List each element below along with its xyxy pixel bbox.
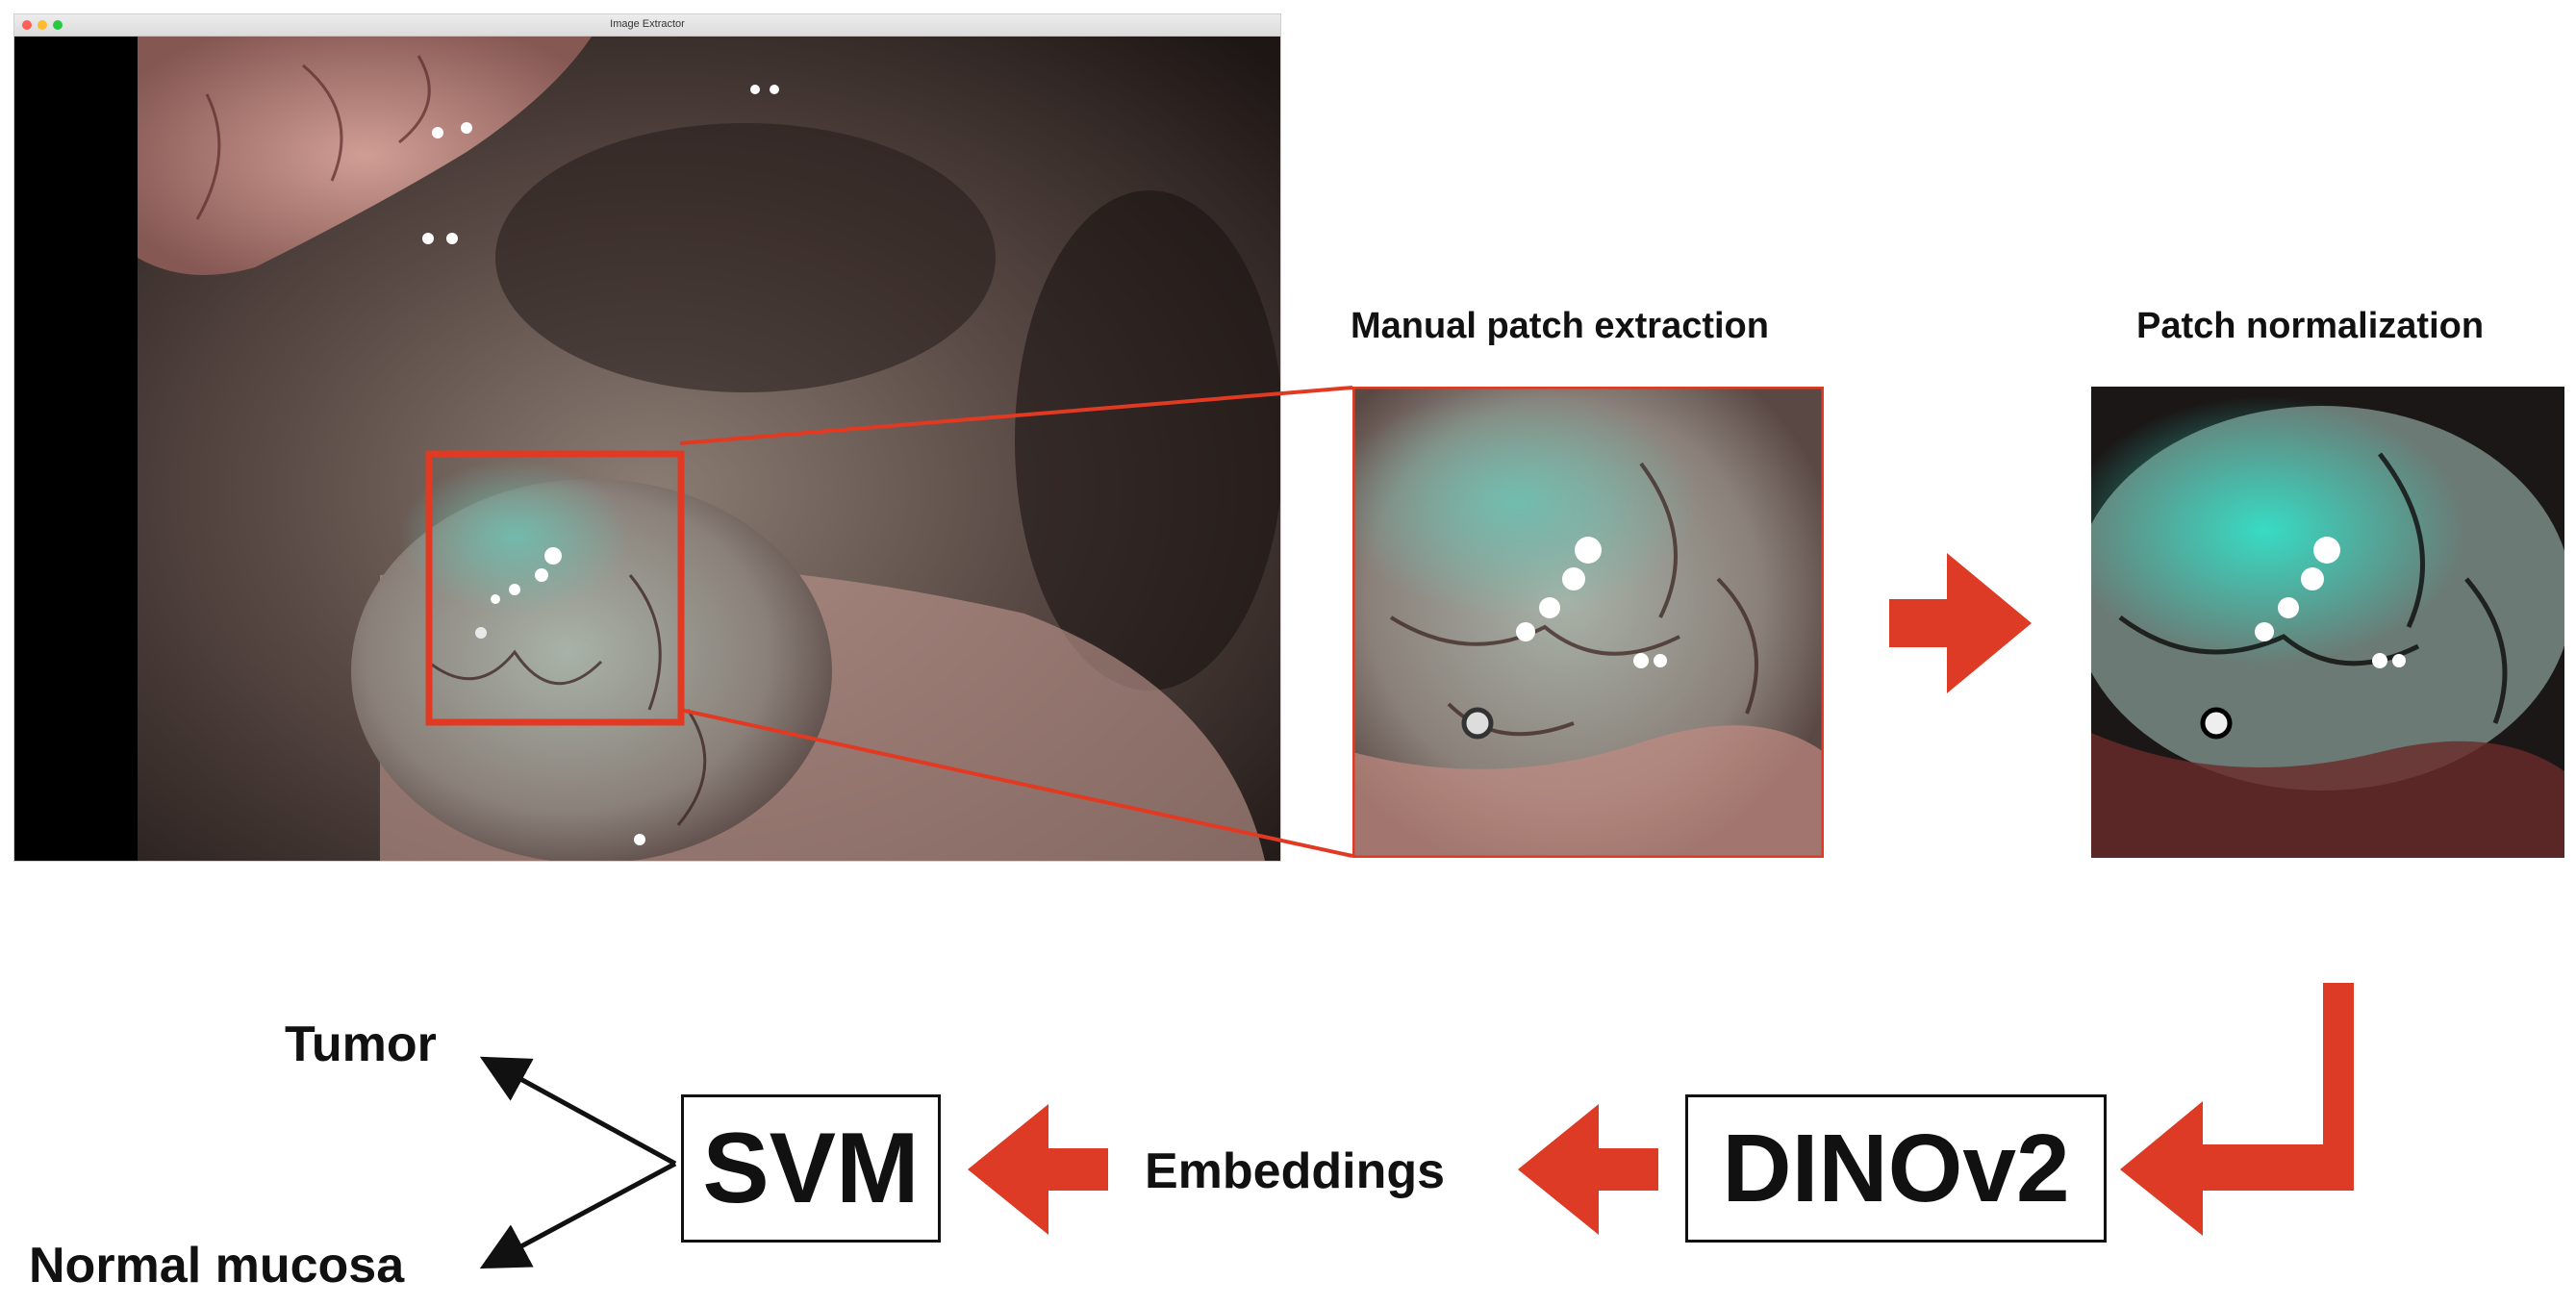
dinov2-box <box>1685 1094 2107 1243</box>
window-title: Image Extractor <box>610 18 685 30</box>
svm-box <box>681 1094 941 1243</box>
tumor-label: Tumor <box>285 1017 437 1072</box>
svm-label: SVM <box>702 1112 920 1224</box>
bent-arrow-icon <box>2116 981 2376 1241</box>
normalized-patch-image <box>2091 387 2564 858</box>
classification-arrows <box>471 1048 693 1279</box>
normal-mucosa-label: Normal mucosa <box>29 1238 405 1293</box>
manual-patch-extraction-title: Manual patch extraction <box>1351 306 1769 346</box>
patch-normalization-title: Patch normalization <box>2136 306 2485 346</box>
dinov2-label: DINOv2 <box>1722 1114 2070 1222</box>
left-arrow-icon <box>1518 1102 1660 1237</box>
extracted-patch-image <box>1352 387 1824 858</box>
left-arrow-icon-2 <box>968 1102 1110 1237</box>
embeddings-label: Embeddings <box>1145 1143 1446 1199</box>
right-arrow-icon <box>1889 551 2033 695</box>
